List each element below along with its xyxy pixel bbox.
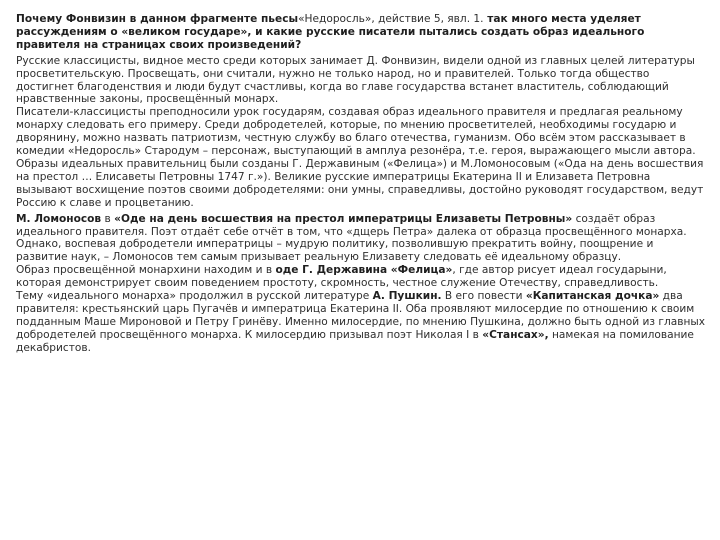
question-bold-start: Почему Фонвизин в данном фрагменте пьесы [16,13,299,25]
derzhavin-ode-title: оде Г. Державина «Фелица» [275,264,453,277]
derzhavin-text-2: , где автор рисует идеал государыни, которая демонстрирует своим поведением простоту, скромность, честное служение Отечеству, справедливость. [16,264,667,290]
derzhavin-text-1: Образ просвещённой монархини находим и в [16,264,276,277]
pushkin-text-3: два правителя: крестьянский царь Пугачёв и императрица Екатерина II. Оба проявляют милосердие по отношению к своим подданным Маше Мироновой и Петру Гринёву. Именно милосердие, по мнению Пушкина, должно быть одной из главных добродетелей просвещённого монарха. К милосердию призывал поэт Николая I в [16,290,706,341]
question-bold-end: так много места уделяет рассуждениям о «великом государе», и какие русские писатели пытались создать образ идеального правителя на страницах своих произведений? [16,13,645,51]
pushkin-text-2: В его повести [441,290,526,303]
stanzas-title: «Стансах», [482,328,549,341]
lomonosov-ode-title: «Оде на день восшествия на престол императрицы Елизаветы Петровны» [114,212,573,225]
question-play-reference: «Недоросль», действие 5, явл. 1. [298,13,484,25]
paragraph-lomonosov [16,213,706,265]
paragraph-derzhavin [16,264,706,290]
captains-daughter-title: «Капитанская дочка» [525,290,660,303]
paragraph-lesson-to-rulers: Писатели-классицисты преподносили урок государям, создавая образ идеального правителя и предлагая реальному монарху следовать его примеру. Среди добродетелей, которые, по мнению просветителей, необходимы государю и дворянину, можно назвать патриотизм, честную службу во благо отечества, гуманизм. Обо всём этом рассказывает в комедии «Недоросль» Стародум – персонаж, выступающий в амплуа резонёра, т.е. героя, выражающего мысли автора. [16,106,696,158]
document-body [16,13,706,355]
paragraph-pushkin [16,290,706,355]
paragraph-ideal-empresses: Образы идеальных правительниц были созданы Г. Державиным («Фелица») и М.Ломоносовым («Ода на день восшествия на престол … Елисаветы Петровны 1747 г.»). Великие русские императрицы Екатерина II и Елизавета Петровна вызывают восхищение поэтов своими добродетелями: они умны, справедливы, достойно руководят государством, ведут Россию к славе и процветанию. [16,157,704,209]
pushkin-text-1: Тему «идеального монарха» продолжил в русской литературе [16,290,373,303]
lomonosov-text-2: создаёт образ идеального правителя. Поэт отдаёт себе отчёт в том, что «дщерь Петра» далека от образца просвещённого монарха. Однако, воспевая добродетели императрицы – мудрую политику, позволившую прекратить войну, поощрение и развитие наук, – Ломоносов тем самым призывает реальную Елизавету следовать её идеальному образцу. [16,212,687,264]
pushkin-name: А. Пушкин. [372,290,442,303]
paragraph-classicists: Русские классицисты, видное место среди которых занимает Д. Фонвизин, видели одной из главных целей литературы просветительскую. Просвещать, они считали, нужно не только народ, но и правителей. Только тогда общество достигнет благоденствия и люди будут счастливы, когда во главе государства встанет властитель, соблюдающий нравственные законы, просвещённый монарх. [16,54,695,106]
lomonosov-name: М. Ломоносов [16,212,102,225]
question-paragraph [16,13,706,52]
pushkin-text-4: намекая на помилование декабристов. [16,328,694,354]
lomonosov-text-1: в [101,212,115,225]
